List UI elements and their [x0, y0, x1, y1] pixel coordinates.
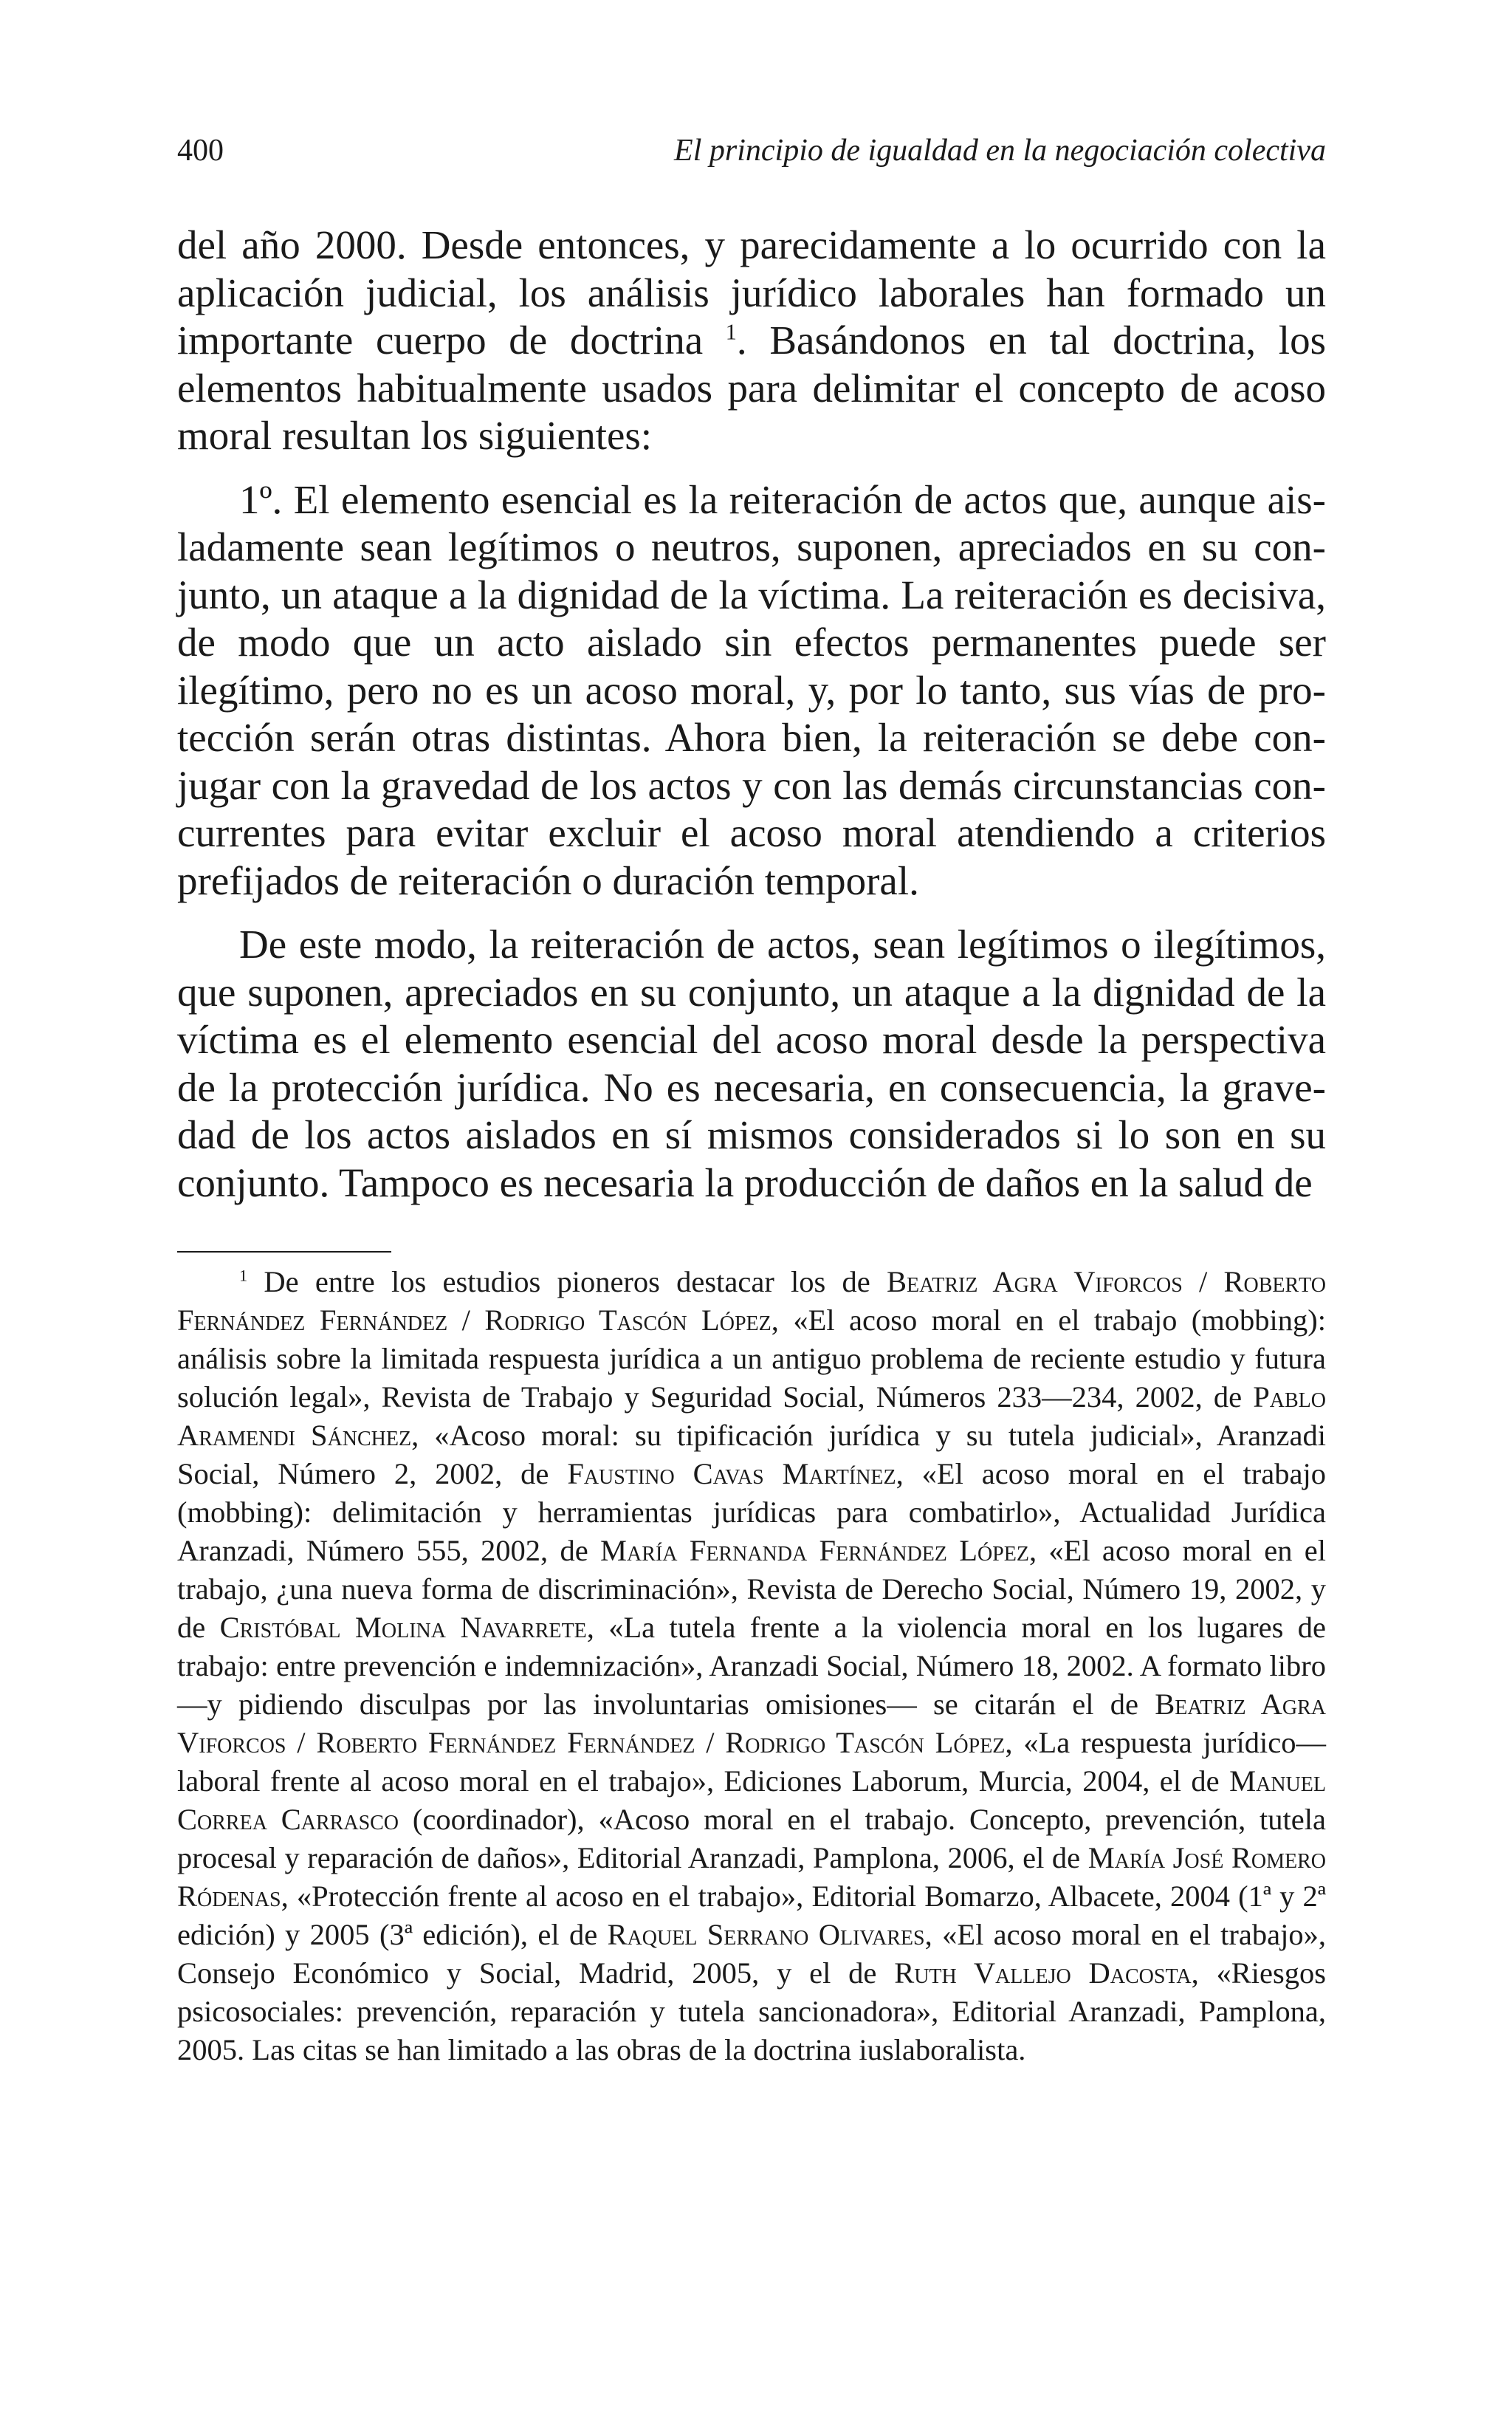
author-name: Cristóbal Molina Navarrete — [219, 1611, 587, 1644]
author-name: Pablo Aramendi Sánchez — [177, 1380, 1326, 1452]
author-name: María José Romero Ródenas — [177, 1841, 1326, 1913]
author-name: Beatriz Agra Viforcos / Roberto Fernández Fernández / Rodrigo Tascón López — [177, 1265, 1326, 1337]
footnote-text: , «El acoso moral en el trabajo (mobbing): delimitación y herramientas jurídicas para combatirlo», Actualidad Jurídica Aranzadi, Número 555, 2002, de — [177, 1457, 1326, 1567]
footnote-text: , «Protección frente al acoso en el trabajo», Editorial Bomarzo, Albacete, 2004 (1ª y 2ª edición) y 2005 (3ª edición), el de — [177, 1880, 1326, 1951]
author-name: Raquel Serrano Olivares — [607, 1918, 925, 1951]
paragraph-2: 1º. El elemento esencial es la reiteración de actos que, aunque aisladamente sean legítimos o neutros, suponen, apreciados en su conjunto, un ataque a la dignidad de la víctima. La reiteración es decisiva, de modo que un acto aislado sin efectos permanentes puede ser ilegítimo, pero no es un acoso moral, y, por lo tanto, sus vías de protección serán otras distintas. Ahora bien, la reiteración se debe conjugar con la gravedad de los actos y con las demás circunstancias concurrentes para evitar excluir el acoso moral atendiendo a criterios prefijados de reiteración o duración temporal. — [177, 476, 1326, 903]
running-header — [177, 133, 1326, 192]
footnote-text: , «El acoso moral en el trabajo, ¿una nueva forma de discriminación», Revista de Derecho Social, Número 19, 2002, y de — [177, 1534, 1326, 1644]
footnote-text: , «El acoso moral en el trabajo», Consejo Económico y Social, Madrid, 2005, y el de — [177, 1918, 1326, 1990]
footnote-paragraph — [177, 1263, 1326, 2069]
footnote-separator — [177, 1251, 391, 1253]
footnote-text: De entre los estudios pioneros destacar los de — [247, 1265, 887, 1298]
footnote-text: , «La tutela frente a la violencia moral en los lugares de trabajo: entre prevención e indemnización», Aranzadi Social, Número 18, 2002. A formato libro —y pidiendo disculpas por las involuntarias omisiones— se citarán el de — [177, 1611, 1326, 1721]
main-text — [177, 222, 1326, 1207]
footnote-text: , «Acoso moral: su tipificación jurídica y su tutela judicial», Aranzadi Social, Número 2, 2002, de — [177, 1419, 1326, 1490]
paragraph-3: De este modo, la reiteración de actos, sean legítimos o ilegítimos, que suponen, apreciados en su conjunto, un ataque a la dignidad de la víctima es el elemento esencial del acoso moral desde la perspectiva de la protección jurídica. No es necesaria, en consecuencia, la gravedad de los actos aislados en sí mismos considerados si lo son en su conjunto. Tampoco es necesaria la producción de daños en la salud de — [177, 922, 1326, 1205]
footnote-number: 1 — [239, 1266, 248, 1285]
author-name: Manuel Correa Carrasco — [177, 1764, 1326, 1836]
footnote-text: , «Riesgos psicosociales: prevención, reparación y tutela sancionadora», Editorial Aranzadi, Pamplona, 2005. Las citas se han limitado a las obras de la doctrina iuslaboralista. — [177, 1956, 1327, 2066]
paragraph-1 — [177, 222, 1326, 460]
author-name: Faustino Cavas Martínez — [567, 1457, 896, 1490]
footnote-text: , «El acoso moral en el trabajo (mobbing): análisis sobre la limitada respuesta jurídica a un antiguo problema de reciente estudio y futura solución legal», Revista de Trabajo y Seguridad Social, Números 233—234, 2002, de — [177, 1303, 1326, 1414]
footnote-reference[interactable]: 1 — [725, 319, 737, 345]
paragraph-1-text-b: . Basándonos en tal doctrina, los elementos habitualmente usados para delimitar el concepto de acoso moral resultan los siguientes: — [177, 318, 1326, 458]
footnote-text: (coordinador), «Acoso moral en el trabajo. Concepto, prevención, tutela procesal y reparación de daños», Editorial Aranzadi, Pamplona, 2006, el de — [177, 1803, 1327, 1874]
footnote-text: , «La respuesta jurídico—laboral frente al acoso moral en el trabajo», Ediciones Laborum, Murcia, 2004, el de — [177, 1726, 1326, 1798]
footnote-1 — [177, 1263, 1326, 2069]
page-number: 400 — [177, 134, 224, 168]
author-name: María Fernanda Fernández López — [600, 1534, 1029, 1567]
author-name: Beatriz Agra Viforcos / Roberto Fernández Fernández / Rodrigo Tascón López — [177, 1688, 1326, 1759]
author-name: Ruth Vallejo Dacosta — [894, 1956, 1192, 1990]
paragraph-1-text-a: del año 2000. Desde entonces, y parecidamente a lo ocurrido con la aplicación judicial, los análisis jurídico laborales han formado un importante cuerpo de doctrina — [177, 222, 1326, 363]
running-title: El principio de igualdad en la negociación colectiva — [674, 134, 1326, 168]
